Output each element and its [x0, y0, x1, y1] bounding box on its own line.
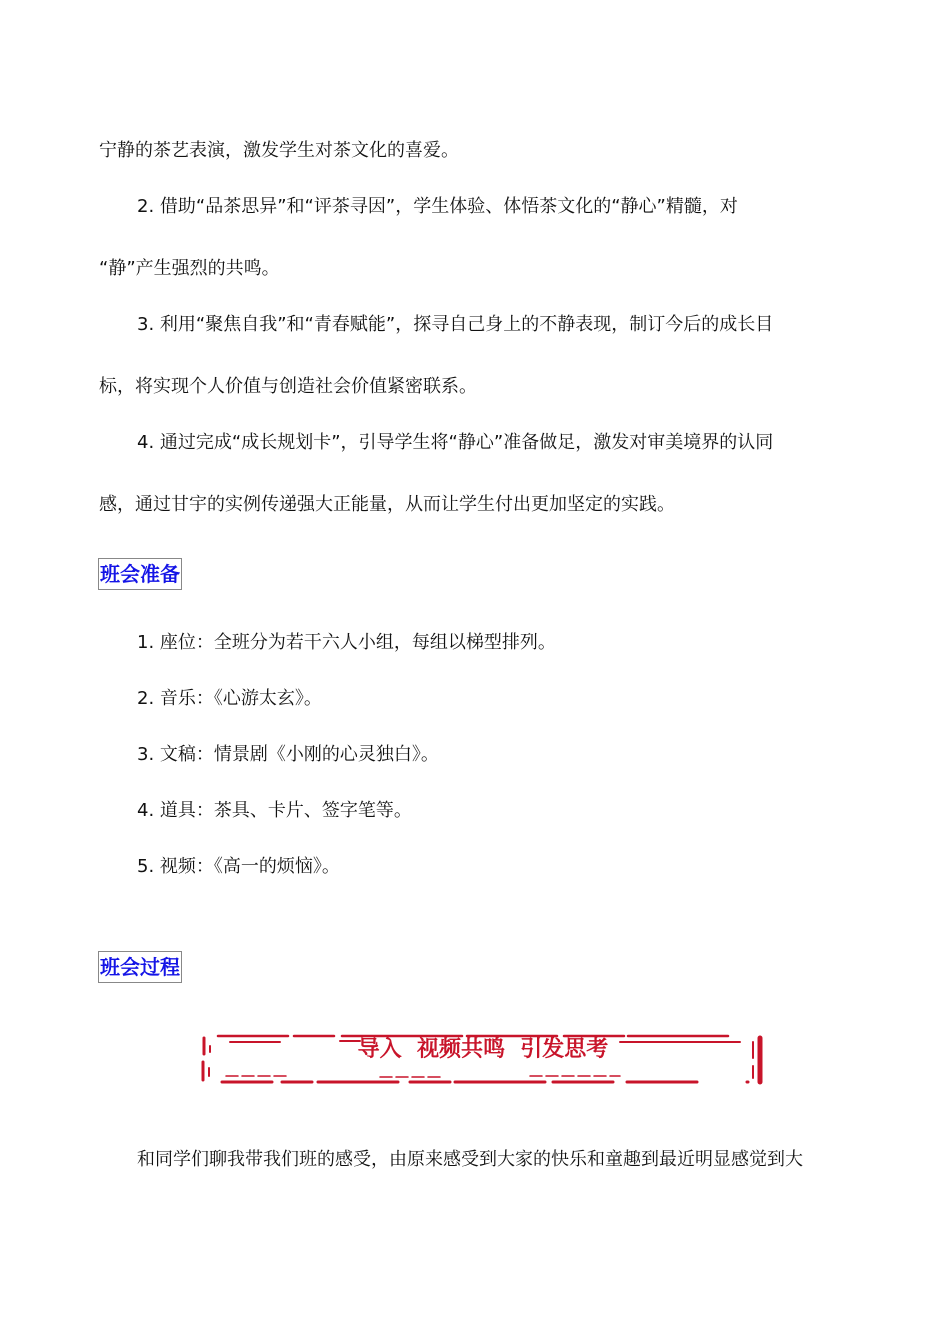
paragraph-line: 标，将实现个人价值与创造社会价值紧密联系。	[99, 376, 477, 397]
section-heading-prep: 班会准备	[98, 558, 182, 590]
banner-title: 导入 视频共鸣 引发思考	[357, 1037, 609, 1062]
paragraph-line: 感，通过甘宇的实例传递强大正能量，从而让学生付出更加坚定的实践。	[99, 494, 675, 515]
section-heading-process: 班会过程	[98, 951, 182, 983]
paragraph-line: 2. 借助“品茶思异”和“评茶寻因”，学生体验、体悟茶文化的“静心”精髓，对	[137, 196, 738, 217]
paragraph-line: 4. 通过完成“成长规划卡”，引导学生将“静心”准备做足，激发对审美境界的认同	[137, 432, 774, 453]
paragraph-line: 宁静的茶艺表演，激发学生对茶文化的喜爱。	[99, 140, 459, 161]
list-item: 1. 座位：全班分为若干六人小组，每组以梯型排列。	[137, 632, 556, 653]
paragraph-line: “静”产生强烈的共鸣。	[99, 258, 280, 279]
stamp-banner	[200, 1032, 766, 1086]
paragraph-line: 和同学们聊我带我们班的感受，由原来感受到大家的快乐和童趣到最近明显感觉到大	[137, 1149, 803, 1170]
paragraph-line: 3. 利用“聚焦自我”和“青春赋能”，探寻自己身上的不静表现，制订今后的成长目	[137, 314, 774, 335]
list-item: 2. 音乐：《心游太玄》。	[137, 688, 322, 709]
list-item: 4. 道具：茶具、卡片、签字笔等。	[137, 800, 412, 821]
list-item: 3. 文稿：情景剧《小刚的心灵独白》。	[137, 744, 439, 765]
list-item: 5. 视频：《高一的烦恼》。	[137, 856, 340, 877]
